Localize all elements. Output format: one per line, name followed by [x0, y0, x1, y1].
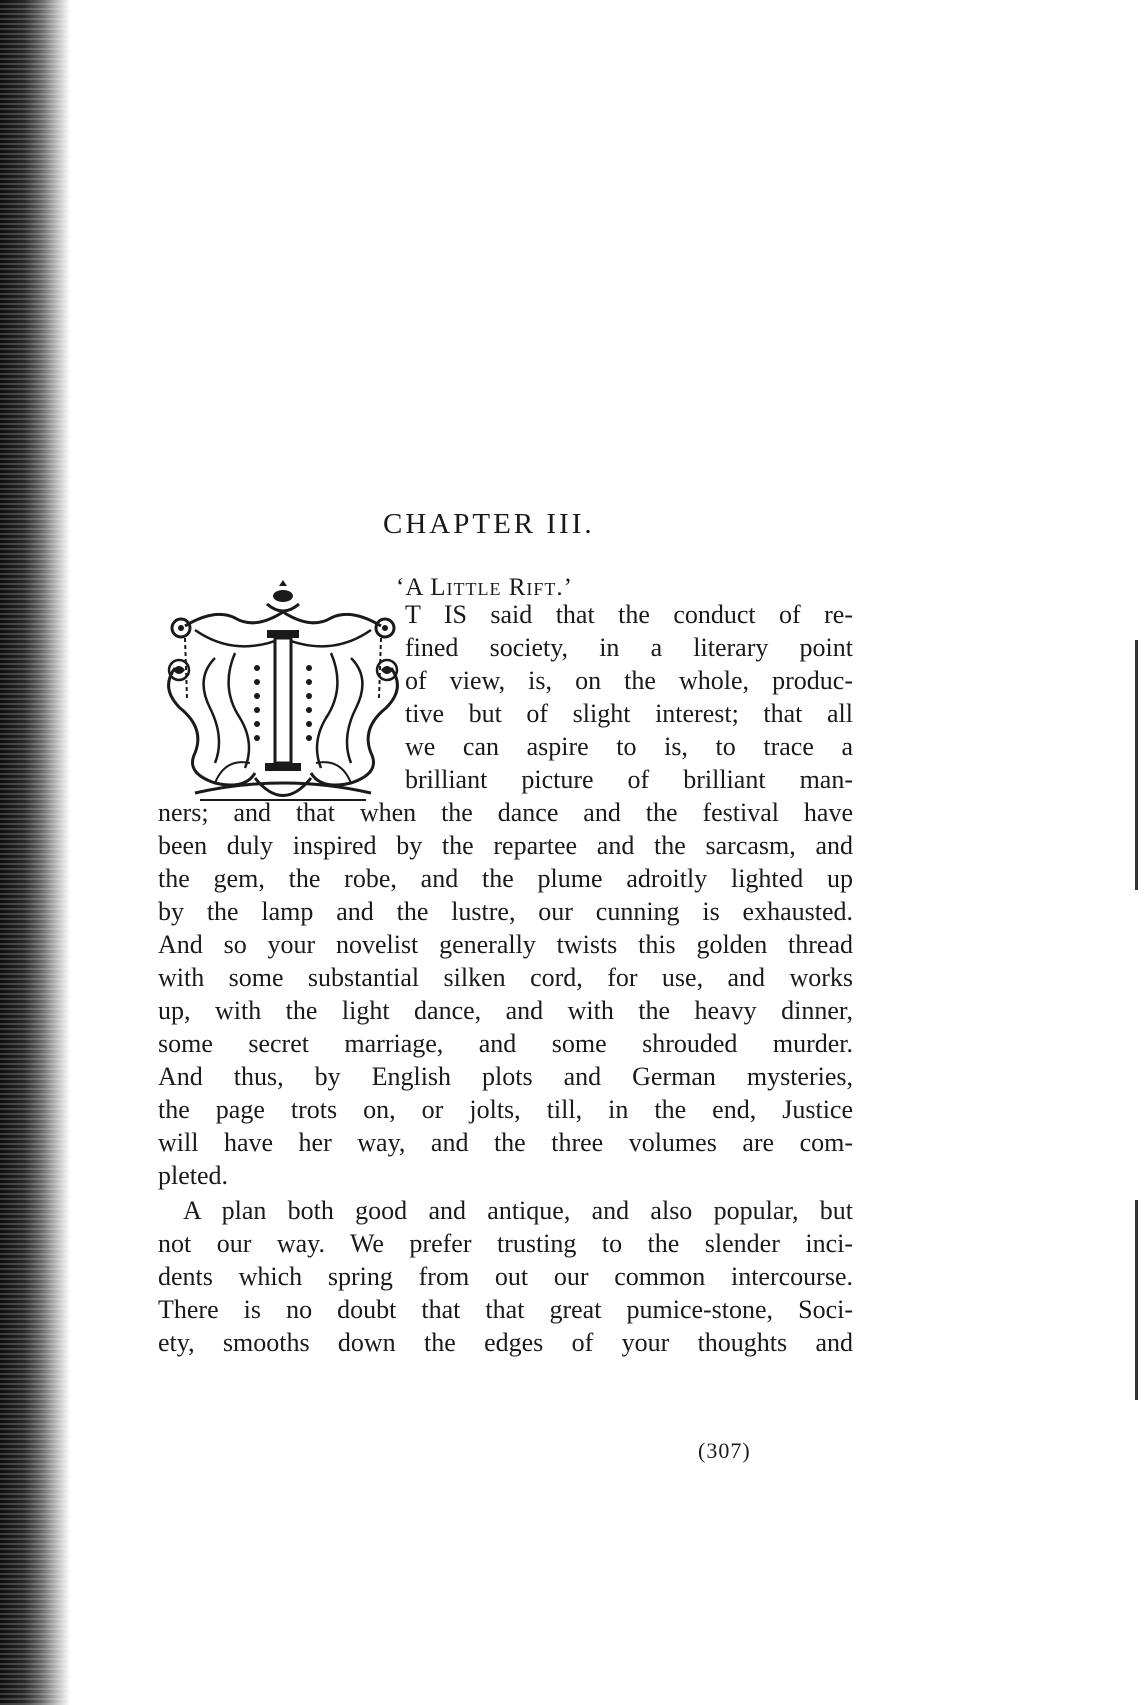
- text-line: brilliant picture of brilliant man-: [405, 765, 853, 794]
- chapter-subtitle-text: ‘A Little Rift.’: [396, 574, 573, 601]
- text-line: the page trots on, or jolts, till, in the end, Justice: [158, 1095, 853, 1124]
- text-line: There is no doubt that that great pumice-stone, Soci-: [158, 1295, 853, 1324]
- text-line: the gem, the robe, and the plume adroitly lighted up: [158, 864, 853, 893]
- text-line: dents which spring from out our common intercourse.: [158, 1262, 853, 1291]
- text-line: pleted.: [158, 1161, 229, 1190]
- text-line: by the lamp and the lustre, our cunning is exhausted.: [158, 897, 853, 926]
- text-line: we can aspire to is, to trace a: [405, 732, 853, 761]
- text-line: some secret marriage, and some shrouded murder.: [158, 1029, 853, 1058]
- text-line: with some substantial silken cord, for use, and works: [158, 963, 853, 992]
- text-line: A plan both good and antique, and also popular, but: [183, 1196, 853, 1225]
- text-line: tive but of slight interest; that all: [405, 699, 853, 728]
- text-line: fined society, in a literary point: [405, 633, 853, 662]
- page-number: (307): [698, 1438, 751, 1463]
- text-line: And so your novelist generally twists this golden thread: [158, 930, 853, 959]
- text-line: ners; and that when the dance and the festival have: [158, 798, 853, 827]
- bleed-through-mark: [1135, 640, 1138, 890]
- text-line: of view, is, on the whole, produc-: [405, 666, 853, 695]
- text-line: And thus, by English plots and German mysteries,: [158, 1062, 853, 1091]
- bleed-through-mark: [1135, 1200, 1138, 1400]
- chapter-heading: CHAPTER III.: [383, 508, 595, 540]
- ornate-initial-i-icon: [155, 578, 400, 818]
- binding-gutter-texture: [0, 0, 70, 1705]
- text-line: been duly inspired by the repartee and the sarcasm, and: [158, 831, 853, 860]
- text-line: will have her way, and the three volumes are com-: [158, 1128, 853, 1157]
- text-line: not our way. We prefer trusting to the slender inci-: [158, 1229, 853, 1258]
- text-line: T IS said that the conduct of re-: [405, 600, 853, 629]
- text-line: ety, smooths down the edges of your thoughts and: [158, 1328, 853, 1357]
- text-line: up, with the light dance, and with the heavy dinner,: [158, 996, 853, 1025]
